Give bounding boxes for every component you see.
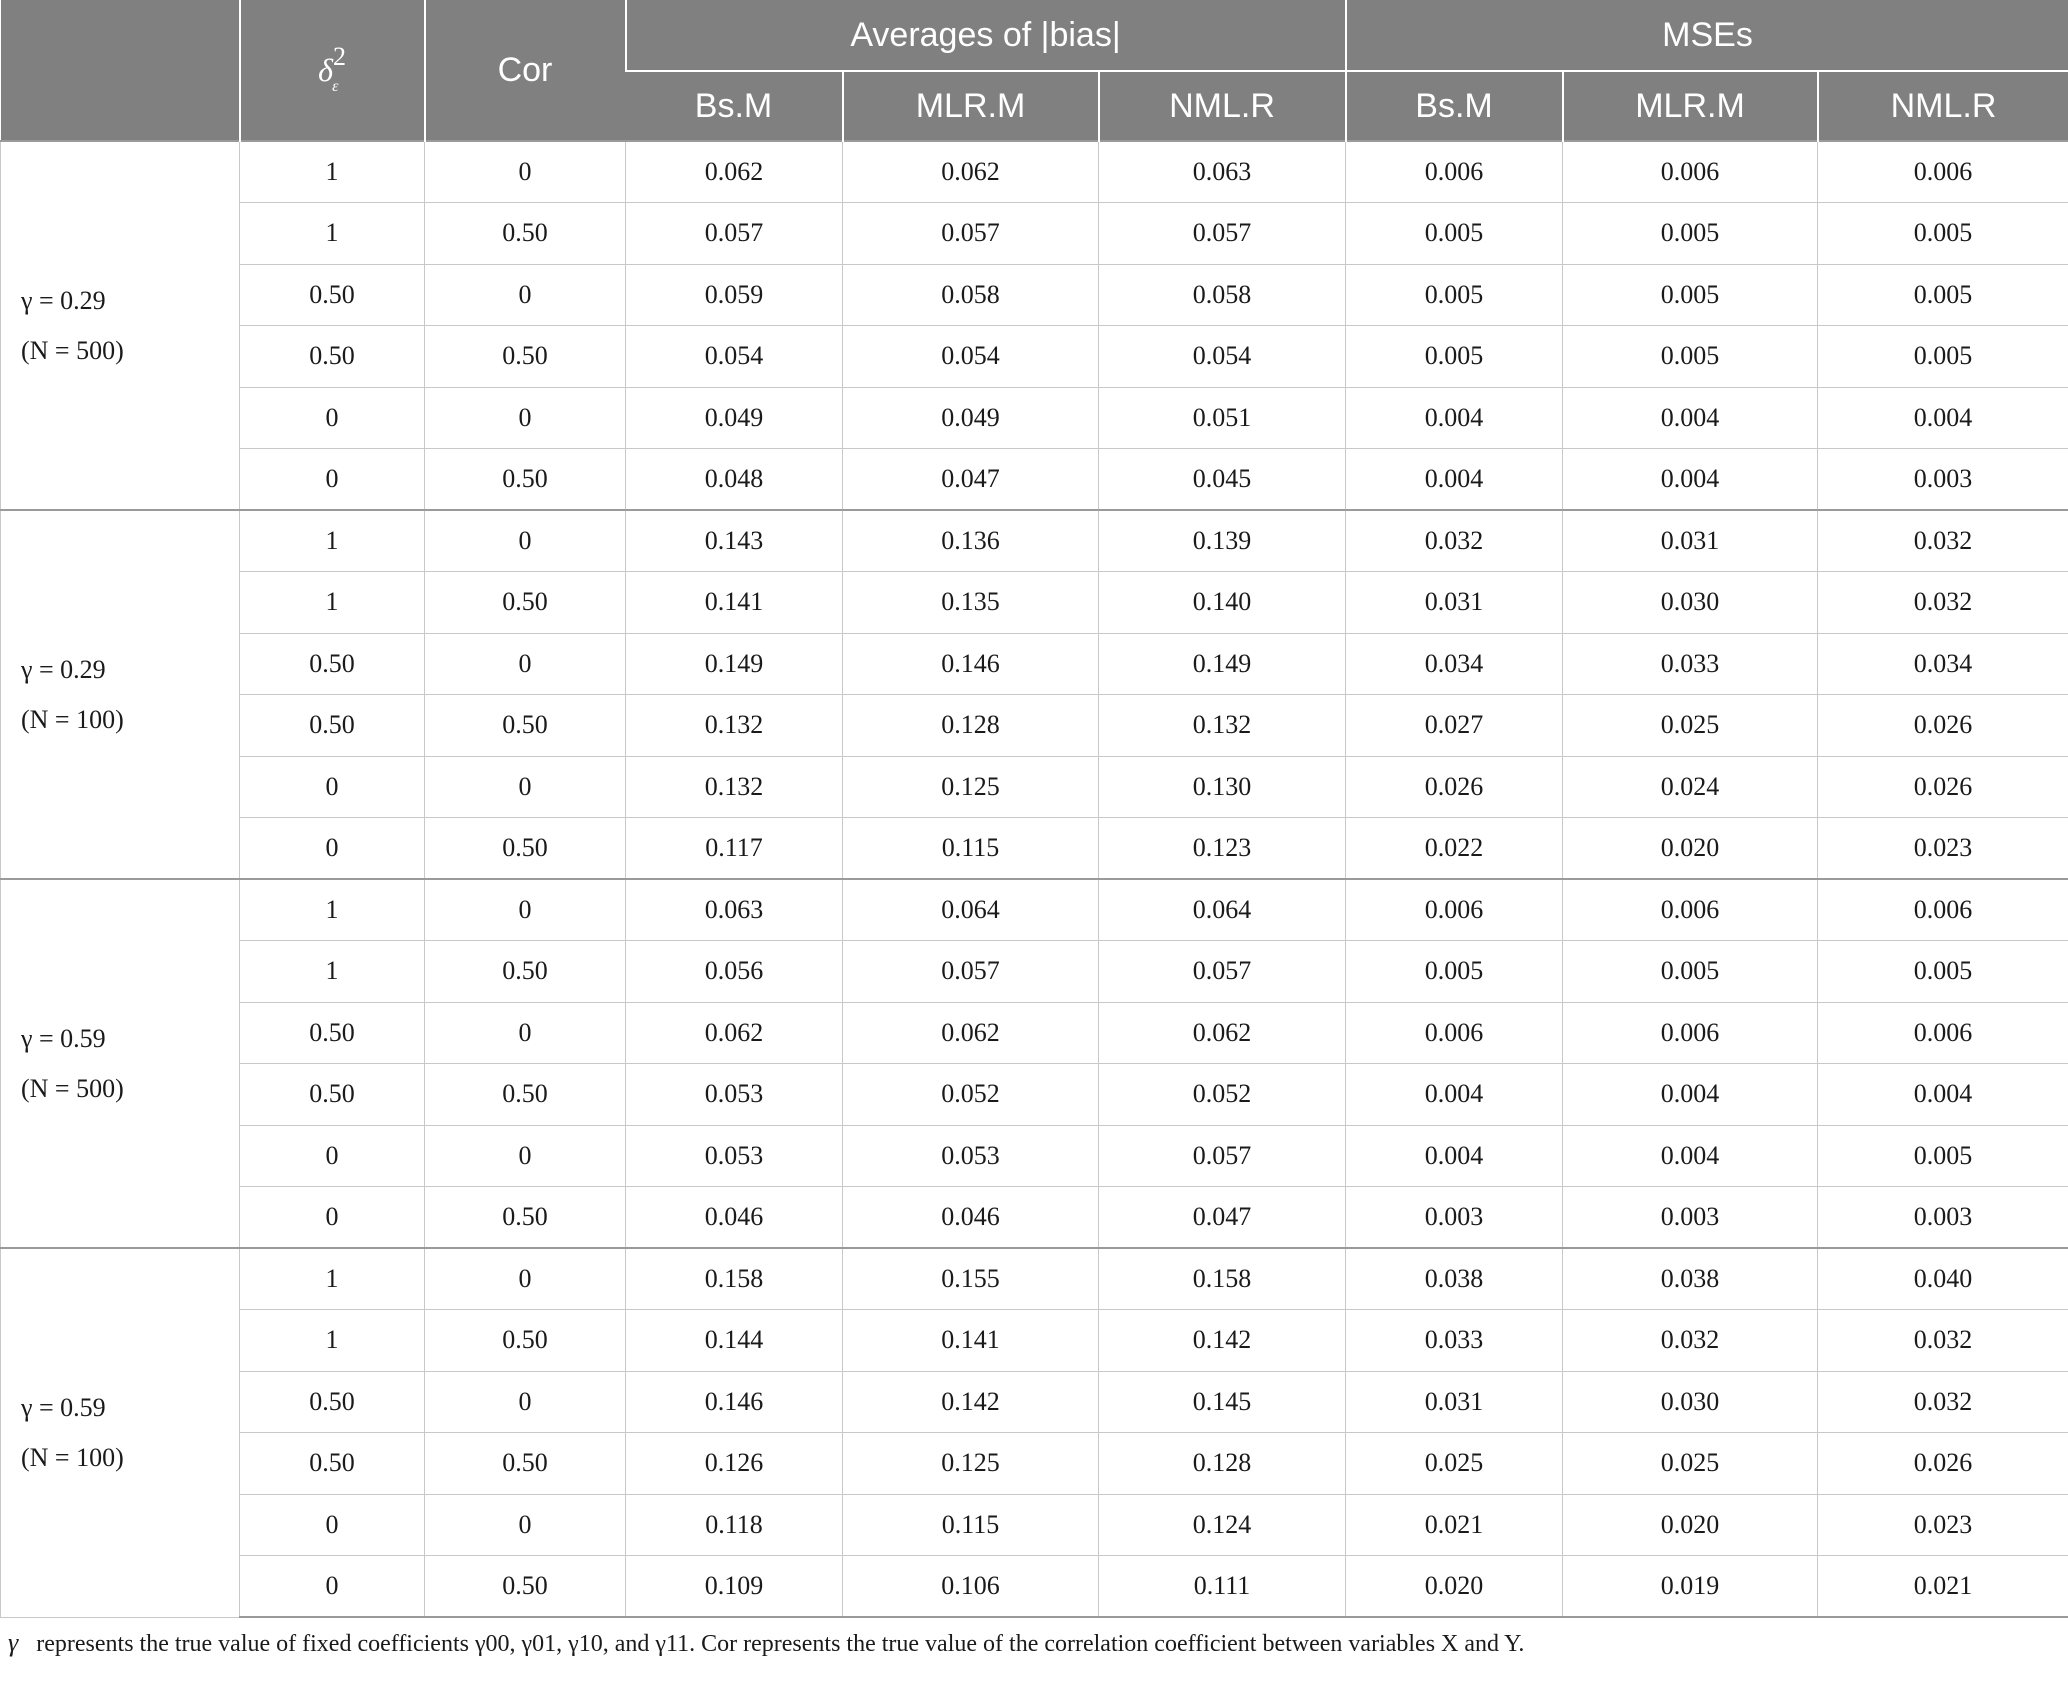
table-cell: 0.132 bbox=[1099, 695, 1346, 757]
table-row bbox=[1, 1187, 2068, 1249]
table-cell: 0.50 bbox=[425, 695, 626, 757]
table-cell: 0.005 bbox=[1818, 1125, 2068, 1187]
table-cell: 0.149 bbox=[1099, 633, 1346, 695]
table-cell: 0.032 bbox=[1818, 510, 2068, 572]
table-body bbox=[1, 141, 2068, 1617]
table-cell: 0.005 bbox=[1563, 941, 1818, 1003]
table-row bbox=[1, 141, 2068, 203]
table-cell: 0.50 bbox=[425, 326, 626, 388]
group-label bbox=[1, 510, 240, 879]
table-cell: 0.125 bbox=[843, 756, 1099, 818]
table-cell: 0.030 bbox=[1563, 1371, 1818, 1433]
table-row bbox=[1, 756, 2068, 818]
table-cell: 0.50 bbox=[240, 1002, 425, 1064]
table-cell: 0.50 bbox=[240, 1371, 425, 1433]
group-label bbox=[1, 879, 240, 1248]
table-cell: 0.021 bbox=[1818, 1556, 2068, 1618]
table-cell: 0 bbox=[240, 818, 425, 880]
table-cell: 0 bbox=[425, 633, 626, 695]
group-sample-size-label: (N = 100) bbox=[21, 704, 124, 734]
table-cell: 0.139 bbox=[1099, 510, 1346, 572]
table-cell: 0.50 bbox=[425, 1064, 626, 1126]
table-cell: 0.50 bbox=[425, 572, 626, 634]
table-cell: 0 bbox=[240, 1494, 425, 1556]
table-cell: 0.025 bbox=[1346, 1433, 1563, 1495]
table-cell: 1 bbox=[240, 203, 425, 265]
table-cell: 0.032 bbox=[1818, 1310, 2068, 1372]
group-gamma-label: γ = 0.29 bbox=[21, 285, 106, 315]
table-row bbox=[1, 1371, 2068, 1433]
table-cell: 0.005 bbox=[1346, 264, 1563, 326]
table-cell: 0.020 bbox=[1346, 1556, 1563, 1618]
table-cell: 0.054 bbox=[1099, 326, 1346, 388]
table-cell: 0.025 bbox=[1563, 695, 1818, 757]
table-cell: 0.149 bbox=[626, 633, 843, 695]
table-cell: 0.057 bbox=[1099, 203, 1346, 265]
table-cell: 0.130 bbox=[1099, 756, 1346, 818]
table-cell: 0.005 bbox=[1346, 203, 1563, 265]
table-cell: 0.034 bbox=[1346, 633, 1563, 695]
table-cell: 0.056 bbox=[626, 941, 843, 1003]
table-cell: 0.005 bbox=[1563, 326, 1818, 388]
table-row bbox=[1, 264, 2068, 326]
table-cell: 0.125 bbox=[843, 1433, 1099, 1495]
table-cell: 0.027 bbox=[1346, 695, 1563, 757]
footnote-text: represents the true value of fixed coefficients γ00, γ01, γ10, and γ11. Cor represents the true value of the correlation coefficient between variables X and Y. bbox=[36, 1631, 1525, 1657]
table-cell: 0.062 bbox=[626, 141, 843, 203]
table-cell: 0.062 bbox=[843, 141, 1099, 203]
table-cell: 0.118 bbox=[626, 1494, 843, 1556]
table-cell: 0.132 bbox=[626, 695, 843, 757]
header-mses: MSEs bbox=[1346, 0, 2068, 71]
table-cell: 0.057 bbox=[1099, 1125, 1346, 1187]
table-row bbox=[1, 633, 2068, 695]
group-label bbox=[1, 141, 240, 510]
table-cell: 0.50 bbox=[425, 941, 626, 1003]
table-cell: 0.144 bbox=[626, 1310, 843, 1372]
table-cell: 0.146 bbox=[843, 633, 1099, 695]
table-cell: 0.047 bbox=[1099, 1187, 1346, 1249]
table-cell: 0.058 bbox=[843, 264, 1099, 326]
table-cell: 0 bbox=[240, 1125, 425, 1187]
table-cell: 0.006 bbox=[1346, 1002, 1563, 1064]
table-footnote bbox=[8, 1628, 2058, 1658]
table-cell: 0.006 bbox=[1563, 879, 1818, 941]
table-row bbox=[1, 203, 2068, 265]
table-row bbox=[1, 1494, 2068, 1556]
table-cell: 0.031 bbox=[1346, 1371, 1563, 1433]
table-cell: 0.021 bbox=[1346, 1494, 1563, 1556]
header-averages-of-bias: Averages of |bias| bbox=[626, 0, 1346, 71]
header-mse-bsm: Bs.M bbox=[1346, 71, 1563, 141]
group-gamma-label: γ = 0.59 bbox=[21, 1392, 106, 1422]
table-cell: 0.142 bbox=[843, 1371, 1099, 1433]
table-cell: 0 bbox=[425, 1494, 626, 1556]
table-cell: 0.50 bbox=[425, 818, 626, 880]
table-cell: 0.005 bbox=[1346, 941, 1563, 1003]
table-cell: 0.046 bbox=[626, 1187, 843, 1249]
table-cell: 0 bbox=[425, 264, 626, 326]
table-cell: 0.004 bbox=[1818, 387, 2068, 449]
table-cell: 0 bbox=[425, 387, 626, 449]
table-cell: 1 bbox=[240, 572, 425, 634]
table-cell: 0.50 bbox=[240, 264, 425, 326]
table-cell: 0.123 bbox=[1099, 818, 1346, 880]
table-cell: 0.038 bbox=[1563, 1248, 1818, 1310]
table-cell: 0.062 bbox=[843, 1002, 1099, 1064]
table-cell: 0.004 bbox=[1346, 1125, 1563, 1187]
table-cell: 0.053 bbox=[843, 1125, 1099, 1187]
table-row bbox=[1, 818, 2068, 880]
table-cell: 0.023 bbox=[1818, 818, 2068, 880]
table-cell: 0.040 bbox=[1818, 1248, 2068, 1310]
table-cell: 0.024 bbox=[1563, 756, 1818, 818]
header-mse-nmlr: NML.R bbox=[1818, 71, 2068, 141]
table-cell: 0 bbox=[240, 449, 425, 511]
table-cell: 0.158 bbox=[1099, 1248, 1346, 1310]
table-cell: 0.006 bbox=[1563, 1002, 1818, 1064]
table-cell: 1 bbox=[240, 1310, 425, 1372]
table-cell: 0.004 bbox=[1563, 1125, 1818, 1187]
table-cell: 0.005 bbox=[1818, 326, 2068, 388]
table-cell: 0 bbox=[425, 1248, 626, 1310]
table-cell: 0.057 bbox=[843, 203, 1099, 265]
table-cell: 0.023 bbox=[1818, 1494, 2068, 1556]
table-cell: 0.046 bbox=[843, 1187, 1099, 1249]
group-gamma-label: γ = 0.59 bbox=[21, 1023, 106, 1053]
table-cell: 0 bbox=[425, 1002, 626, 1064]
table-cell: 0.051 bbox=[1099, 387, 1346, 449]
table-cell: 0.146 bbox=[626, 1371, 843, 1433]
table-cell: 0 bbox=[425, 756, 626, 818]
table-cell: 0.106 bbox=[843, 1556, 1099, 1618]
table-cell: 0.057 bbox=[626, 203, 843, 265]
table-row bbox=[1, 1064, 2068, 1126]
table-cell: 0.003 bbox=[1563, 1187, 1818, 1249]
table-cell: 0.145 bbox=[1099, 1371, 1346, 1433]
table-row bbox=[1, 695, 2068, 757]
table-cell: 0.126 bbox=[626, 1433, 843, 1495]
table-row bbox=[1, 1248, 2068, 1310]
table-cell: 0 bbox=[425, 1125, 626, 1187]
table-cell: 0.030 bbox=[1563, 572, 1818, 634]
table-cell: 0.142 bbox=[1099, 1310, 1346, 1372]
header-bias-bsm: Bs.M bbox=[626, 71, 843, 141]
table-cell: 0.003 bbox=[1818, 1187, 2068, 1249]
table-cell: 0.053 bbox=[626, 1064, 843, 1126]
table-cell: 0.033 bbox=[1346, 1310, 1563, 1372]
table-cell: 0.004 bbox=[1563, 449, 1818, 511]
table-cell: 0.005 bbox=[1818, 264, 2068, 326]
table-cell: 0.049 bbox=[843, 387, 1099, 449]
table-cell: 0.026 bbox=[1818, 695, 2068, 757]
table-cell: 0.004 bbox=[1346, 1064, 1563, 1126]
table-cell: 0.006 bbox=[1563, 141, 1818, 203]
table-cell: 0.045 bbox=[1099, 449, 1346, 511]
table-cell: 0.006 bbox=[1818, 1002, 2068, 1064]
table-cell: 0.005 bbox=[1563, 203, 1818, 265]
table-cell: 0.141 bbox=[843, 1310, 1099, 1372]
table-cell: 0.005 bbox=[1563, 264, 1818, 326]
group-gamma-label: γ = 0.29 bbox=[21, 654, 106, 684]
table-cell: 0.155 bbox=[843, 1248, 1099, 1310]
table-cell: 1 bbox=[240, 879, 425, 941]
table-cell: 0.003 bbox=[1818, 449, 2068, 511]
table-row bbox=[1, 1556, 2068, 1618]
table-cell: 0.034 bbox=[1818, 633, 2068, 695]
table-row bbox=[1, 572, 2068, 634]
table-cell: 0.111 bbox=[1099, 1556, 1346, 1618]
table-cell: 0.128 bbox=[843, 695, 1099, 757]
table-cell: 0 bbox=[425, 510, 626, 572]
table-cell: 0.004 bbox=[1563, 1064, 1818, 1126]
table-row bbox=[1, 449, 2068, 511]
table-cell: 0.136 bbox=[843, 510, 1099, 572]
table-cell: 1 bbox=[240, 141, 425, 203]
table-header bbox=[1, 0, 2068, 141]
table-cell: 0.047 bbox=[843, 449, 1099, 511]
table-cell: 0.005 bbox=[1818, 941, 2068, 1003]
table-cell: 1 bbox=[240, 941, 425, 1003]
table-cell: 0.141 bbox=[626, 572, 843, 634]
header-bias-mlrm: MLR.M bbox=[843, 71, 1099, 141]
table-cell: 0.004 bbox=[1346, 449, 1563, 511]
table-cell: 0 bbox=[425, 141, 626, 203]
table-cell: 0.020 bbox=[1563, 818, 1818, 880]
table-cell: 0.50 bbox=[240, 1064, 425, 1126]
table-cell: 0.50 bbox=[425, 1433, 626, 1495]
table-cell: 0.50 bbox=[240, 633, 425, 695]
header-mse-mlrm: MLR.M bbox=[1563, 71, 1818, 141]
footnote-gamma-symbol: γ bbox=[8, 1628, 19, 1657]
table-row bbox=[1, 879, 2068, 941]
table-cell: 0.50 bbox=[425, 1187, 626, 1249]
table-cell: 0.058 bbox=[1099, 264, 1346, 326]
table-cell: 0.50 bbox=[425, 1310, 626, 1372]
table-cell: 0.052 bbox=[1099, 1064, 1346, 1126]
table-cell: 0.006 bbox=[1346, 141, 1563, 203]
table-cell: 0.048 bbox=[626, 449, 843, 511]
table-cell: 0.109 bbox=[626, 1556, 843, 1618]
table-cell: 0.063 bbox=[1099, 141, 1346, 203]
table-cell: 0.50 bbox=[240, 326, 425, 388]
table-cell: 0 bbox=[425, 879, 626, 941]
table-cell: 0.052 bbox=[843, 1064, 1099, 1126]
table-cell: 0.026 bbox=[1346, 756, 1563, 818]
group-sample-size-label: (N = 100) bbox=[21, 1442, 124, 1472]
table-cell: 0.006 bbox=[1818, 879, 2068, 941]
table-cell: 0 bbox=[240, 1556, 425, 1618]
table-cell: 0.003 bbox=[1346, 1187, 1563, 1249]
header-delta-column bbox=[240, 0, 425, 141]
table-cell: 0.054 bbox=[626, 326, 843, 388]
table-cell: 0 bbox=[240, 1187, 425, 1249]
table-cell: 0.006 bbox=[1346, 879, 1563, 941]
table-cell: 0.054 bbox=[843, 326, 1099, 388]
table-cell: 1 bbox=[240, 510, 425, 572]
group-sample-size-label: (N = 500) bbox=[21, 1073, 124, 1103]
table-cell: 0.006 bbox=[1818, 141, 2068, 203]
table-cell: 0.132 bbox=[626, 756, 843, 818]
table-cell: 0.033 bbox=[1563, 633, 1818, 695]
table-cell: 0.031 bbox=[1346, 572, 1563, 634]
table-row bbox=[1, 1433, 2068, 1495]
table-cell: 0 bbox=[240, 756, 425, 818]
group-sample-size-label: (N = 500) bbox=[21, 335, 124, 365]
table-cell: 0 bbox=[425, 1371, 626, 1433]
table-row bbox=[1, 1310, 2068, 1372]
table-cell: 0 bbox=[240, 387, 425, 449]
table-cell: 0.50 bbox=[425, 1556, 626, 1618]
table-cell: 0.026 bbox=[1818, 756, 2068, 818]
table-cell: 0.022 bbox=[1346, 818, 1563, 880]
table-cell: 0.135 bbox=[843, 572, 1099, 634]
table-cell: 0.50 bbox=[425, 203, 626, 265]
table-cell: 0.140 bbox=[1099, 572, 1346, 634]
table-row bbox=[1, 387, 2068, 449]
table-cell: 0.124 bbox=[1099, 1494, 1346, 1556]
table-cell: 0.031 bbox=[1563, 510, 1818, 572]
header-cor: Cor bbox=[425, 0, 626, 141]
table-cell: 0.005 bbox=[1818, 203, 2068, 265]
table-cell: 0.50 bbox=[240, 1433, 425, 1495]
table-cell: 0.032 bbox=[1563, 1310, 1818, 1372]
table-row bbox=[1, 1125, 2068, 1187]
table-row bbox=[1, 326, 2068, 388]
table-cell: 0.038 bbox=[1346, 1248, 1563, 1310]
table-cell: 0.004 bbox=[1818, 1064, 2068, 1126]
table-cell: 0.115 bbox=[843, 818, 1099, 880]
table-cell: 0.032 bbox=[1818, 572, 2068, 634]
table-cell: 0.143 bbox=[626, 510, 843, 572]
table-cell: 0.059 bbox=[626, 264, 843, 326]
table-cell: 0.117 bbox=[626, 818, 843, 880]
table-row bbox=[1, 1002, 2068, 1064]
table-row bbox=[1, 510, 2068, 572]
table-cell: 0.004 bbox=[1346, 387, 1563, 449]
table-cell: 0.128 bbox=[1099, 1433, 1346, 1495]
table-cell: 0.032 bbox=[1346, 510, 1563, 572]
table-cell: 0.004 bbox=[1563, 387, 1818, 449]
table-cell: 0.057 bbox=[843, 941, 1099, 1003]
table-cell: 0.063 bbox=[626, 879, 843, 941]
table-cell: 0.064 bbox=[843, 879, 1099, 941]
table-cell: 0.158 bbox=[626, 1248, 843, 1310]
table-cell: 0.062 bbox=[1099, 1002, 1346, 1064]
table-cell: 0.032 bbox=[1818, 1371, 2068, 1433]
table-cell: 1 bbox=[240, 1248, 425, 1310]
table-cell: 0.025 bbox=[1563, 1433, 1818, 1495]
table-cell: 0.020 bbox=[1563, 1494, 1818, 1556]
table-cell: 0.053 bbox=[626, 1125, 843, 1187]
table-cell: 0.005 bbox=[1346, 326, 1563, 388]
table-cell: 0.049 bbox=[626, 387, 843, 449]
table-cell: 0.50 bbox=[240, 695, 425, 757]
table-cell: 0.064 bbox=[1099, 879, 1346, 941]
table-cell: 0.026 bbox=[1818, 1433, 2068, 1495]
table-cell: 0.50 bbox=[425, 449, 626, 511]
group-label bbox=[1, 1248, 240, 1617]
delta-squared-symbol: $\delta^2$ ε bbox=[318, 41, 346, 95]
table-cell: 0.019 bbox=[1563, 1556, 1818, 1618]
header-bias-nmlr: NML.R bbox=[1099, 71, 1346, 141]
table-cell: 0.057 bbox=[1099, 941, 1346, 1003]
header-group-column bbox=[1, 0, 240, 141]
table-row bbox=[1, 941, 2068, 1003]
table-cell: 0.115 bbox=[843, 1494, 1099, 1556]
table-cell: 0.062 bbox=[626, 1002, 843, 1064]
